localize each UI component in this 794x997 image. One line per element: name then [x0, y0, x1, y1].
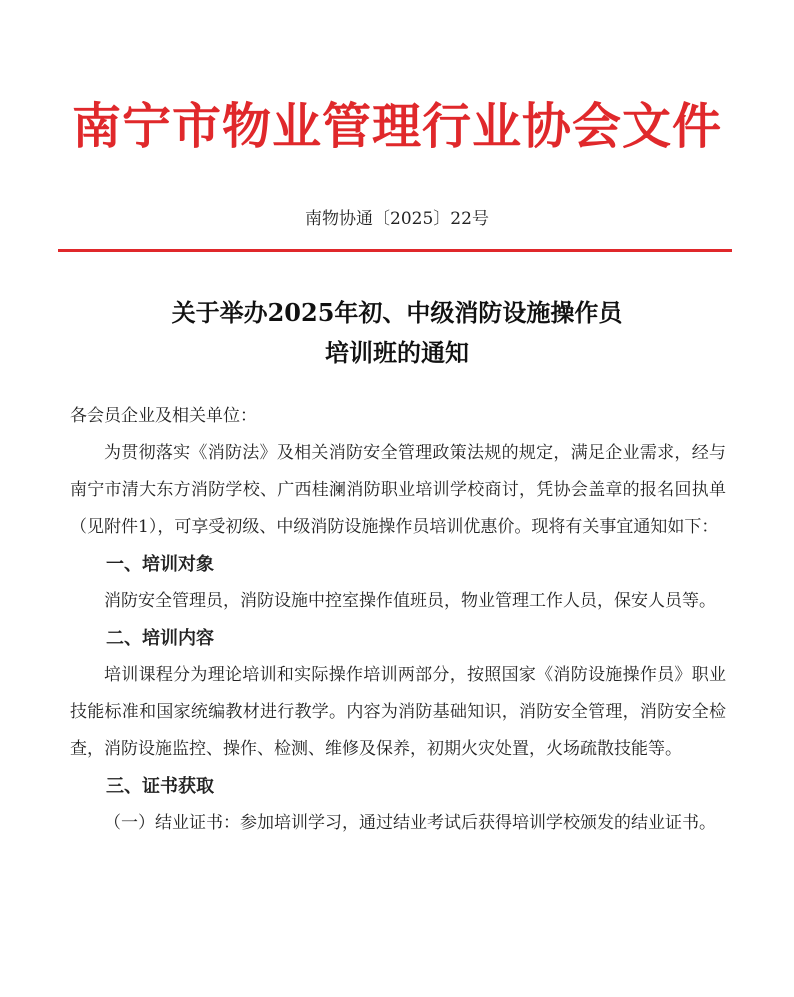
- masthead-title: 南宁市物业管理行业协会文件: [71, 97, 722, 155]
- subsection-label: （一）结业证书：: [104, 813, 240, 833]
- red-divider: [58, 249, 732, 252]
- section-3-heading: 三、证书获取: [106, 776, 214, 797]
- section-1-text: 消防安全管理员，消防设施中控室操作值班员，物业管理工作人员，保安人员等。: [104, 591, 716, 611]
- intro-paragraph: 为贯彻落实《消防法》及相关消防安全管理政策法规的规定，满足企业需求，经与南宁市清大东方消防学校、广西桂澜消防职业培训学校商讨，凭协会盖章的报名回执单（见附件1），可享受初级、中级消防设施操作员培训优惠价。现将有关事宜通知如下：: [70, 443, 726, 537]
- notice-title-line-2: 培训班的通知: [325, 338, 469, 367]
- notice-title-line-1: 关于举办2025年初、中级消防设施操作员: [171, 298, 623, 327]
- section-2-text: 培训课程分为理论培训和实际操作培训两部分，按照国家《消防设施操作员》职业技能标准和国家统编教材进行教学。内容为消防基础知识，消防安全管理，消防安全检查，消防设施监控、操作、检测、维修及保养，初期火灾处置，火场疏散技能等。: [70, 665, 726, 759]
- document-number: 南物协通〔2025〕22号: [305, 209, 489, 229]
- section-2-heading: 二、培训内容: [106, 628, 214, 649]
- notice-body: [70, 398, 726, 842]
- notice-title: [0, 293, 794, 373]
- section-1-heading: 一、培训对象: [106, 554, 214, 575]
- subsection-text: 参加培训学习，通过结业考试后获得培训学校颁发的结业证书。: [240, 813, 716, 833]
- salutation: 各会员企业及相关单位：: [70, 406, 257, 426]
- section-3-subsection: [70, 805, 726, 842]
